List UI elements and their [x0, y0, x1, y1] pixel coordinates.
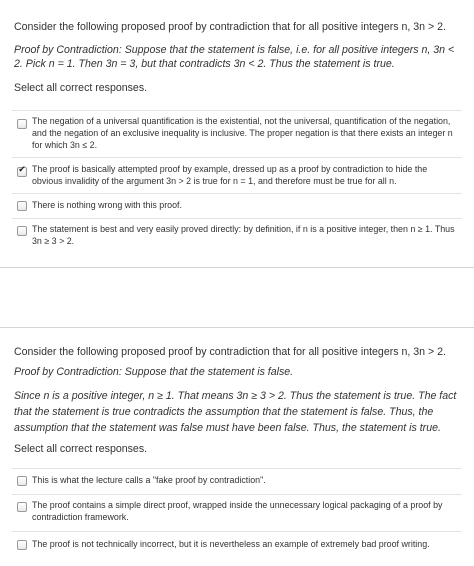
question-card-1 — [0, 0, 474, 268]
option-label: The proof contains a simple direct proof, wrapped inside the unnecessary logical packaging of a proof by contradiction framework. — [32, 500, 443, 522]
answer-option-1[interactable] — [12, 471, 462, 491]
answer-option-2[interactable] — [12, 160, 462, 190]
option-label: The negation of a universal quantification is the existential, not the universal, quantification of the negation, and the negation of an exclusive inequality is inclusive. The proper negation is that there exists an integer n for which 3n ≤ 2. — [32, 116, 453, 150]
proof-intro: Proof by Contradiction: Suppose that the statement is false. — [14, 366, 294, 378]
question-prompt: Consider the following proposed proof by contradiction that for all positive integers n, 3n > 2. — [14, 21, 446, 33]
checkmark-icon: ✔ — [18, 165, 26, 175]
divider — [12, 468, 462, 469]
question-card-2 — [0, 327, 474, 566]
answer-option-2[interactable] — [12, 497, 462, 527]
answer-option-3[interactable] — [12, 196, 462, 216]
checkbox[interactable] — [17, 502, 27, 512]
answer-option-4[interactable] — [12, 221, 462, 251]
divider — [12, 110, 462, 111]
divider — [12, 218, 462, 219]
option-label: This is what the lecture calls a "fake proof by contradiction". — [32, 475, 266, 485]
answer-option-1[interactable] — [12, 113, 462, 153]
question-prompt: Consider the following proposed proof by contradiction that for all positive integers n, 3n > 2. — [14, 346, 446, 358]
checkmark-icon — [18, 117, 26, 127]
divider — [12, 193, 462, 194]
divider — [12, 157, 462, 158]
proof-text: Since n is a positive integer, n ≥ 1. That means 3n ≥ 3 > 2. Thus the statement is true. The fact that the statement is true contradicts the assumption that the statement is false. Thus, the assumption that the statement was false must have been false. Thus, the statement is true. — [14, 390, 457, 434]
checkmark-icon — [18, 224, 26, 234]
option-label: The statement is best and very easily proved directly: by definition, if n is a positive integer, then n ≥ 1. Thus 3n ≥ 3 > 2. — [32, 224, 455, 246]
answer-option-3[interactable] — [12, 534, 462, 556]
checkbox[interactable] — [17, 540, 27, 550]
option-label: There is nothing wrong with this proof. — [32, 200, 182, 210]
checkmark-icon — [18, 474, 26, 484]
instruction-text: Select all correct responses. — [14, 82, 148, 94]
checkbox[interactable] — [17, 167, 27, 177]
option-label: The proof is not technically incorrect, but it is nevertheless an example of extremely bad proof writing. — [32, 539, 430, 549]
checkbox[interactable] — [17, 201, 27, 211]
checkbox[interactable] — [17, 119, 27, 129]
checkmark-icon — [18, 500, 26, 510]
divider — [12, 494, 462, 495]
divider — [12, 531, 462, 532]
checkmark-icon — [18, 199, 26, 209]
checkbox[interactable] — [17, 476, 27, 486]
instruction-text: Select all correct responses. — [14, 443, 148, 455]
option-label: The proof is basically attempted proof by example, dressed up as a proof by contradiction to hide the obvious invalidity of the argument 3n > 2 is true for n = 1, and therefore must be true for all n. — [32, 164, 428, 186]
proof-text: Proof by Contradiction: Suppose that the statement is false, i.e. for all positive integers n, 3n < 2. Pick n = 1. Then 3n = 3, but that contradicts 3n < 2. Thus the statement is true. — [14, 44, 455, 70]
checkmark-icon — [18, 538, 26, 548]
checkbox[interactable] — [17, 226, 27, 236]
